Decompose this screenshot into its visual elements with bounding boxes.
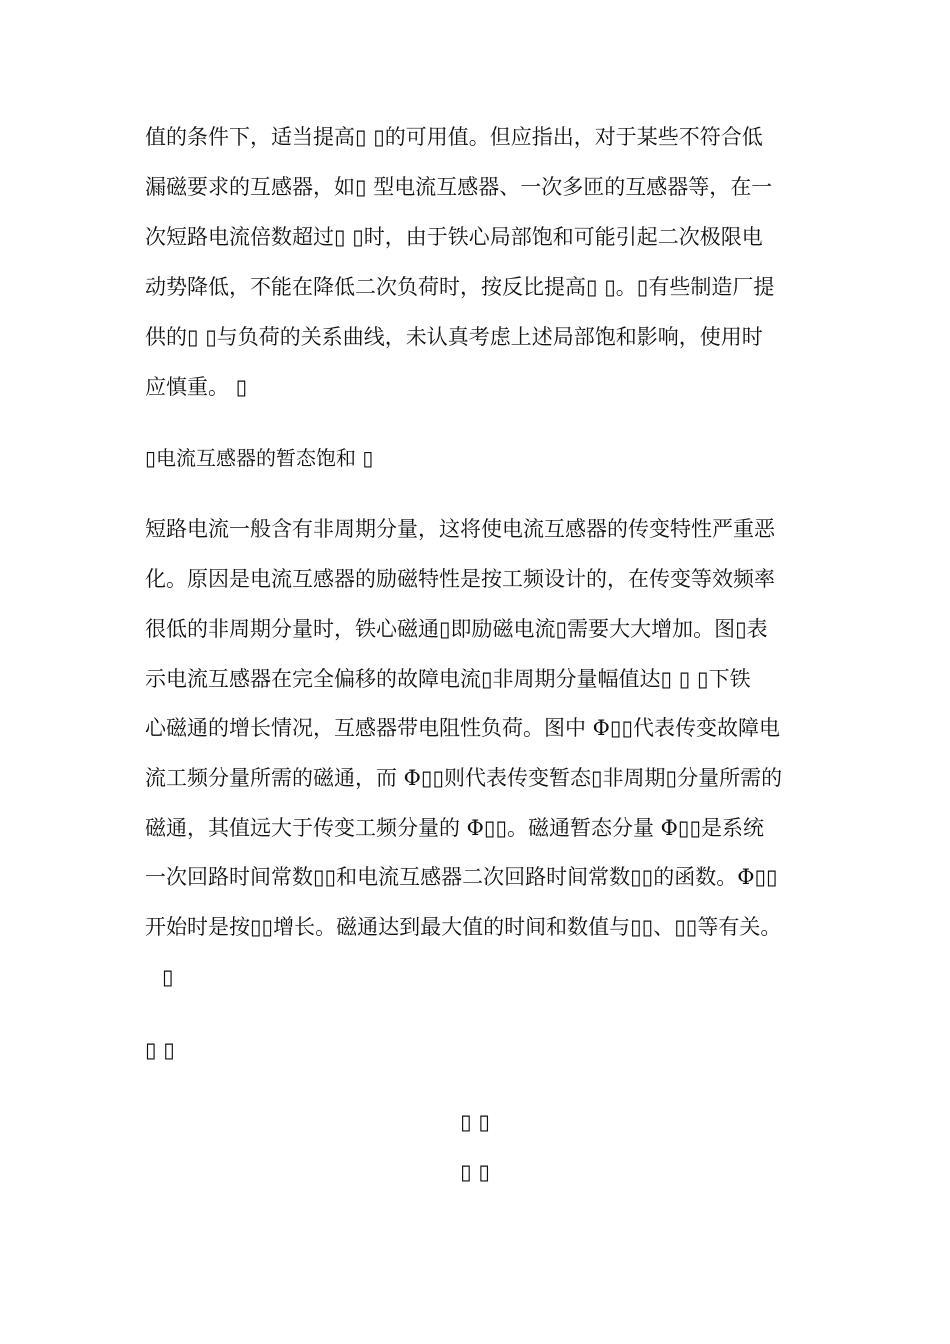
paragraph-1-line-6: 应慎重。 ▯ [145,375,248,399]
paragraph-2-line-4: 示电流互感器在完全偏移的故障电流▯非周期分量幅值达▯ ▯ ▯下铁 [145,667,751,691]
paragraph-2-line-6: 流工频分量所需的磁通，而 Φ▯▯则代表传变暂态▯非周期▯分量所需的 [145,766,783,790]
paragraph-2-line-7: 磁通，其值远大于传变工频分量的 Φ▯▯。磁通暂态分量 Φ▯▯是系统 [145,816,765,840]
paragraph-2-line-2: 化。原因是电流互感器的励磁特性是按工频设计的，在传变等效频率 [145,567,775,591]
paragraph-2-line-9: 开始时是按▯▯增长。磁通达到最大值的时间和数值与▯▯、▯▯等有关。 [145,915,782,939]
paragraph-2-line-5: 心磁通的增长情况，互感器带电阻性负荷。图中 Φ▯▯代表传变故障电 [145,716,781,740]
figure-marker: ▯ ▯ [145,1038,175,1062]
paragraph-2-line-10: ▯ [162,965,174,989]
section-heading: ▯电流互感器的暂态饱和 ▯ [145,446,374,470]
paragraph-1-line-4: 动势降低，不能在降低二次负荷时，按反比提高▯ ▯。▯有些制造厂提 [145,275,775,299]
paragraph-1-line-3: 次短路电流倍数超过▯ ▯时，由于铁心局部饱和可能引起二次极限电 [145,225,763,249]
figure-center-2: ▯ ▯ [460,1160,490,1184]
paragraph-2-line-1: 短路电流一般含有非周期分量，这将使电流互感器的传变特性严重恶 [145,517,775,541]
figure-center-1: ▯ ▯ [460,1110,490,1134]
paragraph-2-line-8: 一次回路时间常数▯▯和电流互感器二次回路时间常数▯▯的函数。Φ▯▯ [145,865,778,889]
paragraph-2-line-3: 很低的非周期分量时，铁心磁通▯即励磁电流▯需要大大增加。图▯表 [145,617,768,641]
paragraph-1-line-5: 供的▯ ▯与负荷的关系曲线，未认真考虑上述局部饱和影响，使用时 [145,325,763,349]
paragraph-1-line-2: 漏磁要求的互感器，如▯ 型电流互感器、一次多匝的互感器等，在一 [145,175,773,199]
paragraph-1-line-1: 值的条件下，适当提高▯ ▯的可用值。但应指出，对于某些不符合低 [145,125,763,149]
